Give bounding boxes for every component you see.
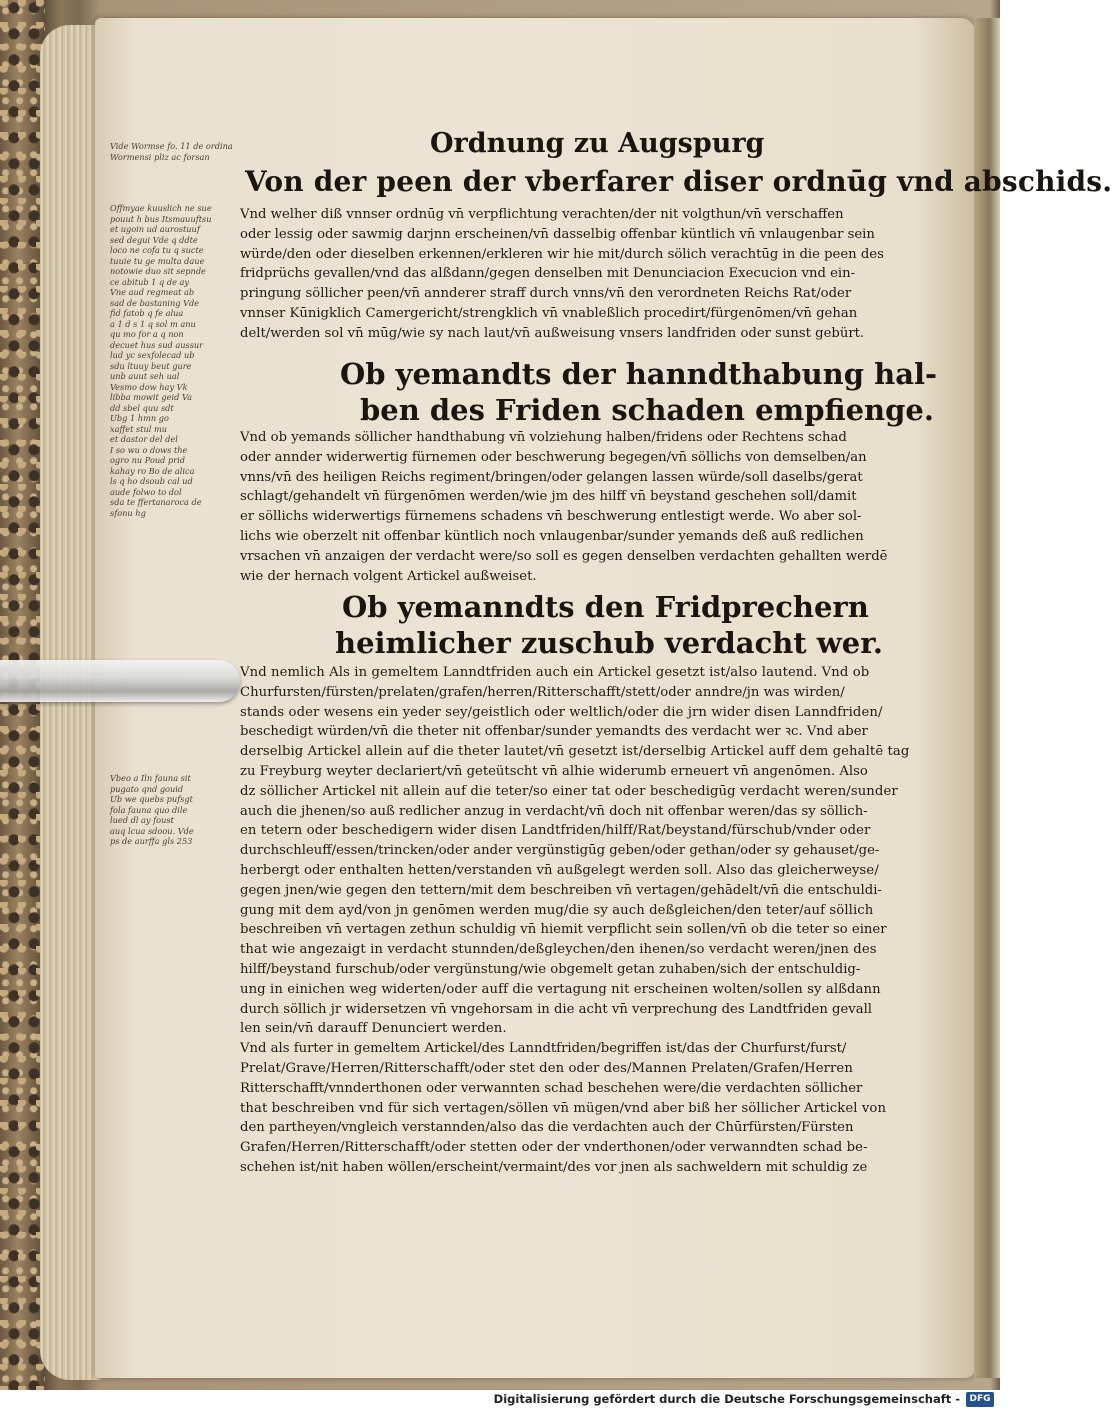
note-line: Offmyae kuuslich ne sue: [110, 203, 212, 213]
text-line: er söllichs widerwertigs fürnemens schadens vn̄ beschwerung entlestigt werde. Wo aber sol-: [240, 509, 862, 525]
section-1-heading: Von der peen der vberfarer diser ordnūg vnd abschids.: [245, 165, 1112, 198]
text-line: Vnd nemlich Als in gemeltem Lanndtfriden auch ein Artickel gesetzt ist/also lautend. Vnd ob: [240, 665, 870, 680]
note-line: ce abitub 1 q de ay: [110, 276, 190, 287]
note-line: Vide Wormse fo. 11 de ordina: [110, 141, 233, 151]
note-line: Vne aud regmeat ab: [110, 287, 195, 297]
note-line: lud yc sexfolecad ub: [110, 350, 195, 360]
text-line: Vnd als furter in gemeltem Artickel/des Lanndtfriden/begriffen ist/das der Churfurst/furst/: [240, 1041, 847, 1057]
note-line: sdu ltuuy beut gure: [110, 360, 192, 371]
note-line: qu mo for a q non: [110, 329, 184, 339]
text-line: vrsachen vn̄ anzaigen der verdacht were/so soll es gegen denselben verdachten gehallten werdē: [240, 548, 888, 564]
text-line: that beschreiben vnd für sich vertagen/söllen vn̄ mügen/vnd aber biß her söllicher Artickel von: [240, 1100, 887, 1116]
page-stack-edges: [40, 25, 100, 1380]
note-line: tuuie tu ge multa daue: [110, 255, 205, 266]
text-line: oder lessig oder sawmig darjnn erscheinen/vn̄ dasselbig offenbar küntlich vn̄ vnlaugenbar sein: [240, 226, 875, 242]
text-line: oder annder widerwertig fürnemen oder beschwerung begegen/vn̄ söllichs von demselben/an: [240, 449, 867, 465]
section-3-heading-line-2: heimlicher zuschub verdacht wer.: [335, 626, 883, 660]
text-line: würde/den oder dieselben erkennen/erkleren wir hie mit/durch sölich verachtūg in die peen des: [240, 246, 884, 262]
section-3-text: [240, 663, 910, 1178]
note-line: Ub we quebs pufsgt: [110, 794, 193, 804]
text-line: fridprüchs gevallen/vnd das alßdann/gegen denselben mit Denunciacion Execucion vnd ein-: [240, 266, 856, 282]
text-line: Ritterschafft/vnnderthonen oder verwannten schad beschehen were/die verdachten söllicher: [240, 1080, 863, 1096]
text-line: delt/werden sol vn̄ mūg/wie sy nach laut/vn̄ außweisung vnsers landfriden oder sunst gebürt.: [240, 325, 865, 341]
note-line: et dastor del del: [110, 434, 178, 444]
text-line: stands oder wesens ein yeder sey/geistlich oder weltlich/oder die jrn wider disen Lanndfriden/: [240, 704, 883, 720]
text-line: gung mit dem ayd/von jn genōmen werden mug/die sy auch deßgleichen/den teter/auf söllich: [240, 902, 874, 918]
note-line: pugato qnd gouid: [110, 783, 184, 794]
text-line: ung in einichen weg widerten/oder auff die vertagung nit erscheinen wolten/sollen sy alßdann: [240, 981, 881, 997]
text-line: len sein/vn̄ darauff Denunciert werden.: [240, 1021, 507, 1037]
note-line: sed degui Vde q ddte: [110, 234, 198, 245]
note-line: aude folwo to dol: [110, 486, 182, 497]
marginal-note-2: [110, 203, 240, 518]
note-line: decuet hus sud aussur: [110, 339, 204, 350]
note-line: sad de bastaning Vde: [110, 297, 200, 308]
text-line: beschedigt würden/vn̄ die theter nit offenbar/sunder yemandts des verdacht wer ꝛc. Vnd aber: [240, 724, 868, 740]
text-line: auch die jhenen/so auß redlicher anzug in verdacht/vn̄ doch nit offenbar weren/das sy söllich-: [240, 803, 868, 819]
text-line: beschreiben vn̄ vertagen zethun schuldig vn̄ hiemit verpflicht sein sollen/vn̄ ob die teter so einer: [240, 922, 887, 938]
note-line: fola fauna quo dile: [110, 804, 188, 815]
note-line: loco ne cofa tu q sucte: [110, 245, 204, 255]
note-line: fid fatob q fe alua: [110, 308, 184, 318]
text-line: durchschleuff/essen/trincken/oder ander vergünstigūg geben/oder gethan/oder sy gehauset/ge-: [240, 843, 880, 859]
text-line: hilff/beystand furschub/oder vergünstung/wie obgemelt getan zuhaben/sich der entschuldig-: [240, 961, 861, 977]
note-line: ogro nu Poud prid: [110, 455, 186, 465]
text-line: derselbig Artickel allein auf die theter lautet/vn̄ gesetzt ist/derselbig Artickel auff dem gehaltē tag: [240, 744, 910, 760]
text-line: wie der hernach volgent Artickel außweiset.: [240, 568, 537, 584]
text-line: Churfursten/fürsten/prelaten/grafen/herren/Ritterschafft/stett/oder anndre/jn was wirden/: [240, 684, 845, 700]
text-line: schehen ist/nit haben wöllen/erscheint/vermaint/des vor jnen als sachweldern mit schuldig ze: [240, 1159, 868, 1175]
text-line: vnnser Kūnigklich Camergericht/strengklich vn̄ vnableßlich procedirt/fürgenōmen/vn̄ gehan: [240, 305, 858, 321]
section-1-text: [240, 205, 884, 344]
text-line: that wie angezaigt in verdacht stunnden/deßgleychen/den ihenen/so verdacht weren/jnen des: [240, 942, 877, 958]
note-line: sda te ffertanaroca de: [110, 497, 202, 507]
text-line: Vnd ob yemands söllicher handthabung vn̄ volziehung halben/fridens oder Rechtens schad: [240, 430, 847, 445]
note-line: Ubg 1 hmn go: [110, 413, 169, 423]
text-line: dz söllicher Artickel nit allein auf die teter/so einer tat oder beschedigūg verdacht weren/sunder: [240, 783, 898, 799]
page-holder-clip: [0, 660, 240, 702]
marginal-note-1: [110, 141, 233, 162]
note-line: dd sbel quu sdt: [110, 402, 174, 413]
note-line: libba mowit geid Va: [110, 392, 193, 402]
note-line: Wormensi pliz ac forsan: [110, 151, 210, 162]
page-gutter-edge: [974, 18, 1000, 1378]
section-2-heading-line-2: ben des Friden schaden empfienge.: [360, 393, 934, 427]
note-line: ls q ho dsoub cal ud: [110, 476, 193, 486]
footer-bar: [0, 1390, 1000, 1410]
note-line: xaffet stul mu: [110, 423, 168, 434]
note-line: sfonu hg: [110, 507, 146, 518]
running-title: Ordnung zu Augspurg: [430, 128, 765, 159]
section-2-heading-line-1: Ob yemandts der hanndthabung hal-: [340, 357, 938, 391]
funding-credit: Digitalisierung gefördert durch die Deutsche Forschungsgemeinschaft -: [493, 1392, 960, 1406]
text-line: Prelat/Grave/Herren/Ritterschafft/oder stet den oder des/Mannen Prelaten/Grafen/Herren: [240, 1060, 853, 1076]
note-line: Vesmo dow hay Vk: [110, 381, 188, 392]
note-line: notowie duo sit sepnde: [110, 266, 206, 276]
note-line: et ugoin ud aurostuuf: [110, 224, 200, 234]
text-line: den partheyen/vngleich verstannden/also das die verdachten auch der Chūrfürsten/Fürsten: [240, 1120, 854, 1136]
text-line: zu Freyburg weyter declariert/vn̄ geteütscht vn̄ alhie widerumb erneuert vn̄ angenōmen. Also: [240, 763, 868, 779]
note-line: lued dl ay foust: [110, 815, 174, 825]
note-line: unb auut seh ual: [110, 371, 180, 381]
note-line: Vbeo a Iln fauna sit: [110, 773, 191, 783]
text-line: herbergt oder enthalten hetten/verstanden vn̄ außgelegt werden soll. Also das gleicherweyse/: [240, 862, 879, 878]
text-line: schlagt/gehandelt vn̄ fürgenōmen werden/wie jm des hilff vn̄ beystand geschehen soll/damit: [240, 489, 857, 505]
text-line: gegen jnen/wie gegen den tettern/mit dem beschreiben vn̄ vertagen/gehādelt/vn̄ die entschuldi-: [240, 882, 882, 898]
text-line: pringung söllicher peen/vn̄ annderer straff durch vnns/vn̄ den verordneten Reichs Rat/oder: [240, 286, 852, 302]
note-line: pouut h bus Itsmauuftsu: [110, 213, 212, 224]
note-line: auq lcua sdoou. Vde: [110, 825, 194, 836]
note-line: ps de aurffa gls 253: [110, 836, 193, 846]
text-line: vnns/vn̄ des heiligen Reichs regiment/bringen/oder gelangen lassen würde/soll daselbs/gerat: [240, 469, 863, 485]
marginal-note-3: [110, 773, 230, 847]
dfg-logo-icon: DFG: [966, 1392, 994, 1407]
note-line: I so wu o dows the: [110, 444, 188, 455]
note-line: a 1 d s 1 q sol m anu: [110, 318, 196, 329]
section-3-heading-line-1: Ob yemanndts den Fridprechern: [342, 590, 869, 624]
text-line: durch söllich jr widersetzen vn̄ vngehorsam in die acht vn̄ verprechung des Landtfriden gevall: [240, 1001, 873, 1017]
text-line: en tetern oder beschedigern wider disen Landtfriden/hilff/Rat/beystand/fürschub/vnder oder: [240, 823, 871, 839]
text-line: Grafen/Herren/Ritterschafft/oder stetten oder der vnderthonen/oder verwanndten schad be-: [240, 1140, 868, 1156]
text-line: Vnd welher diß vnnser ordnūg vn̄ verpflichtung verachten/der nit volgthun/vn̄ verschaffen: [240, 207, 844, 222]
text-line: lichs wie oberzelt nit offenbar küntlich noch vnlaugenbar/sunder yemands deß auß redlichen: [240, 528, 864, 544]
section-2-text: [240, 428, 888, 586]
note-line: kahay ro Bo de alica: [110, 465, 195, 476]
